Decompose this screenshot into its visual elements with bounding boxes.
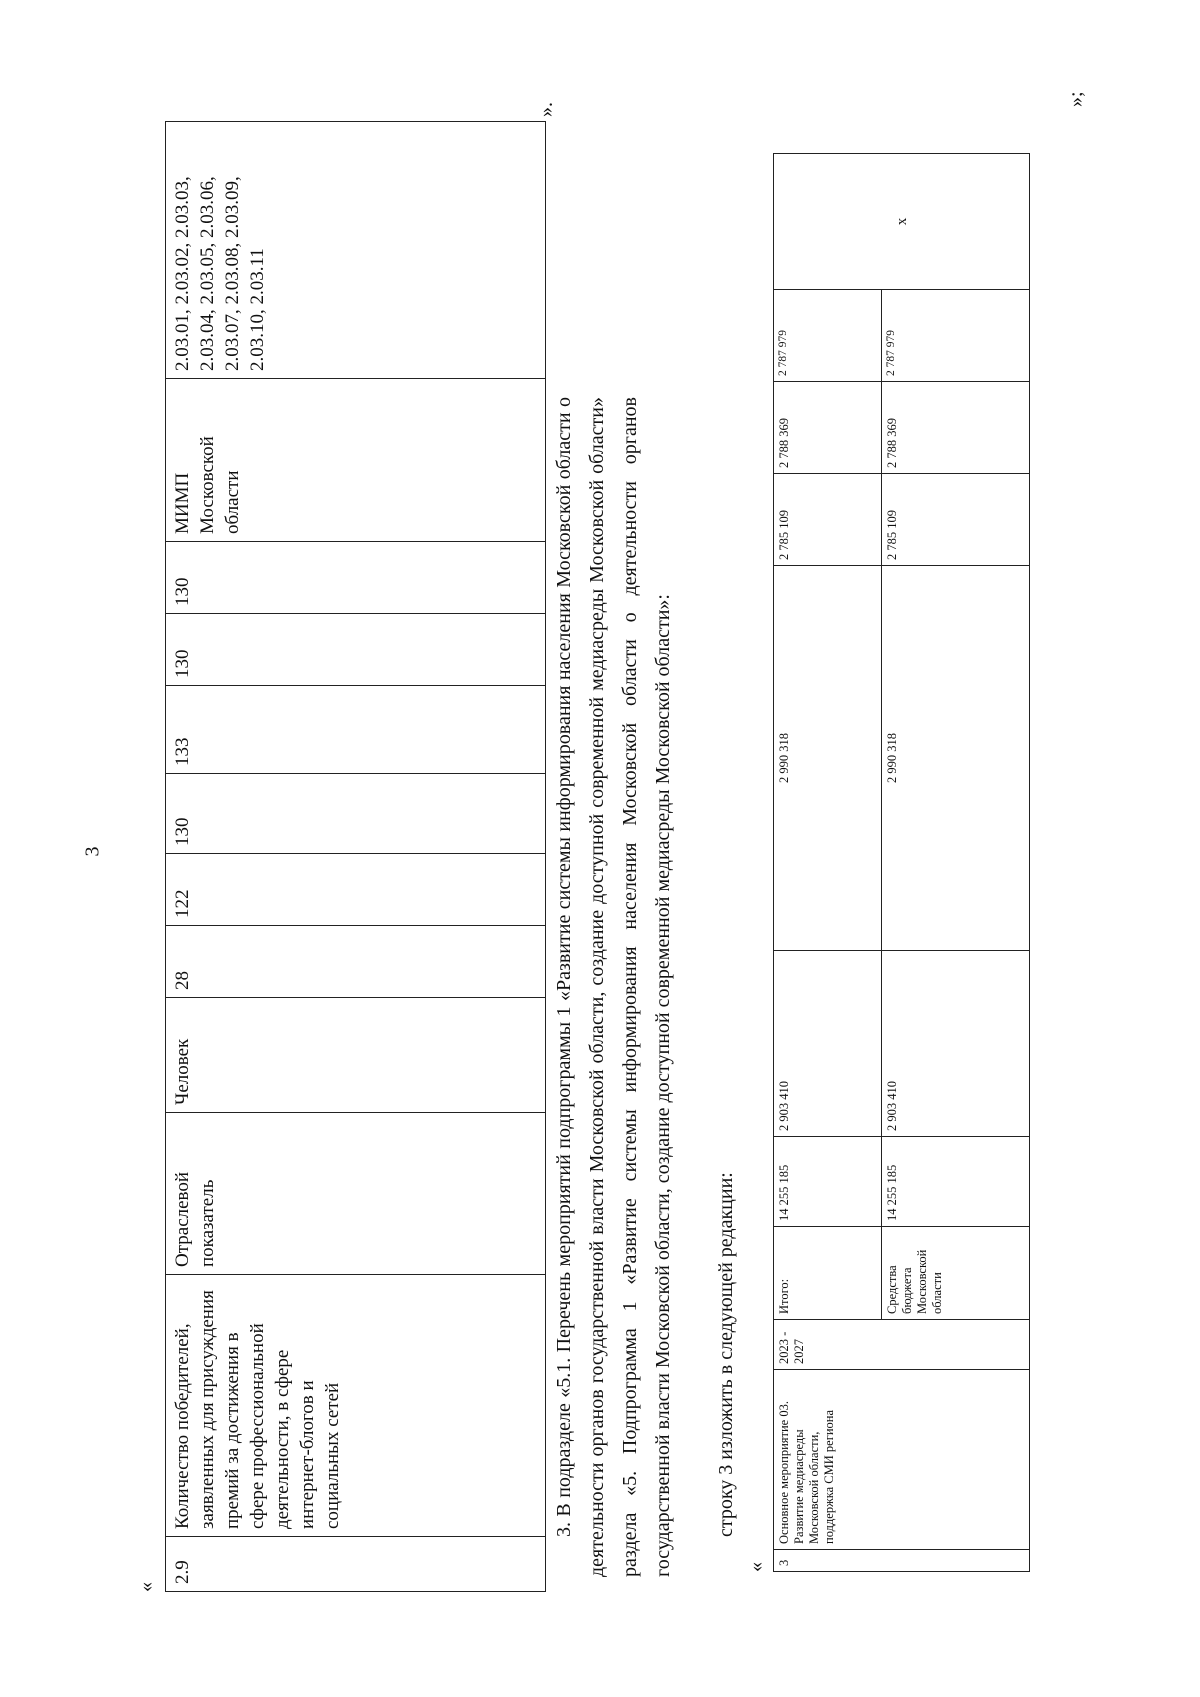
responsible-body: МИМП Московской области [166,379,546,542]
year-cell: 2 990 318 [882,566,1030,951]
indicator-name: Количество победителей, заявленных для присуждения премий за достижения в сфере профессиональной деятельности, в сфере интернет-блогов и социальных сетей [166,1275,546,1537]
page-number: 3 [81,846,104,857]
funding-source: Итого: [774,1227,882,1320]
indicator-type: Отраслевой показатель [166,1113,546,1275]
table2-close-quote: »; [1065,91,1087,107]
value-cell: 130 [166,774,546,854]
x-mark: х [774,154,1030,290]
value-cell: 130 [166,614,546,686]
year-cell: 2 990 318 [774,566,882,951]
table-row [774,154,882,1572]
value-cell: 28 [166,926,546,998]
year-cell: 2 787 979 [774,290,882,382]
year-cell: 2 788 369 [774,382,882,474]
year-cell: 2 903 410 [774,951,882,1137]
period: 2023 - 2027 [774,1320,1030,1370]
year-cell: 2 788 369 [882,382,1030,474]
year-cell: 2 785 109 [774,474,882,566]
row-number: 3 [774,1550,1030,1572]
year-cell: 2 787 979 [882,290,1030,382]
total-cell: 14 255 185 [774,1137,882,1227]
row-number: 2.9 [166,1537,546,1592]
year-cell: 2 785 109 [882,474,1030,566]
value-cell: 130 [166,542,546,614]
total-cell: 14 255 185 [882,1137,1030,1227]
amendment-paragraph: 3. В подразделе «5.1. Перечень мероприятий подпрограммы 1 «Развитие системы информирования населения Московской области о деятельности органов государственной власти Московской области, создание доступной современной медиасреды Московской области» раздела «5. Подпрограмма 1 «Развитие системы информирования населения Московской области о деятельности органов государственной власти Московской области, создание доступной современной медиасреды Московской области»: [553,397,674,1577]
table2-open-quote: « [745,1562,767,1572]
indicator-table [165,121,546,1592]
open-quote: « [135,1582,157,1592]
funding-source: Средства бюджета Московской области [882,1227,1030,1320]
value-cell: 122 [166,854,546,926]
activity-table [773,153,1030,1572]
amendment-instruction: строку 3 изложить в следующей редакции: [715,1172,737,1537]
close-quote: ». [535,102,557,117]
year-cell: 2 903 410 [882,951,1030,1137]
value-cell: 133 [166,686,546,774]
related-codes: 2.03.01, 2.03.02, 2.03.03, 2.03.04, 2.03.05, 2.03.06, 2.03.07, 2.03.08, 2.03.09, 2.03.10, 2.03.11 [166,122,546,379]
indicator-unit: Человек [166,998,546,1113]
event-name: Основное мероприятие 03. Развитие медиасреды Московской области, поддержка СМИ региона [774,1370,1030,1550]
table-row [166,122,546,1592]
